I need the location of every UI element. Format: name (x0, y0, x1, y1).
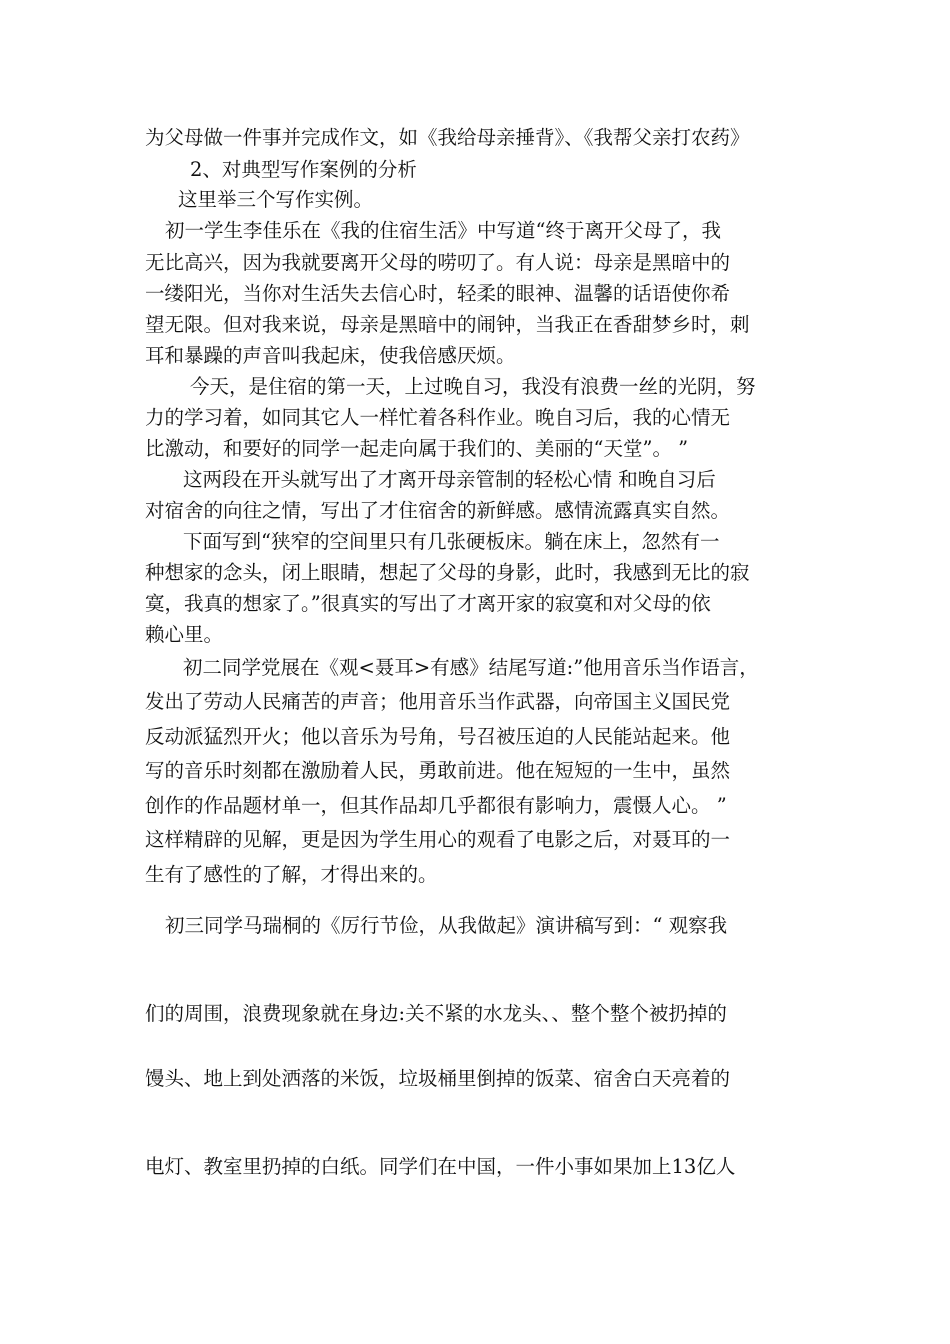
text-line-23: 这样精辟的见解，更是因为学生用心的观看了电影之后，对聂耳的一 (145, 828, 731, 851)
text-line-12: 这两段在开头就写出了才离开母亲管制的轻松心情 和晚自习后 (183, 468, 716, 491)
text-line-8: 耳和暴躁的声音叫我起床，使我倍感厌烦。 (145, 344, 516, 367)
text-line-10: 力的学习着，如同其它人一样忙着各科作业。晚自习后，我的心情无 (145, 406, 731, 429)
text-line-5: 无比高兴，因为我就要离开父母的唠叨了。有人说：母亲是黑暗中的 (145, 251, 731, 274)
text-line-9: 今天，是住宿的第一天，上过晚自习，我没有浪费一丝的光阴，努 (190, 375, 756, 398)
text-line-7: 望无限。但对我来说，母亲是黑暗中的闹钟，当我正在香甜梦乡时，刺 (145, 313, 750, 336)
text-line-16: 寞，我真的想家了。”很真实的写出了才离开家的寂寞和对父母的依 (145, 592, 711, 615)
text-line-22: 创作的作品题材单一，但其作品却几乎都很有影响力，震慑人心。 ” (145, 794, 727, 817)
text-line-25: 初三同学马瑞桐的《厉行节俭，从我做起》演讲稿写到：“ 观察我 (165, 914, 728, 937)
text-line-19: 发出了劳动人民痛苦的声音；他用音乐当作武器，向帝国主义国民党 (145, 690, 731, 713)
text-line-28: 电灯、教室里扔掉的白纸。同学们在中国，一件小事如果加上13亿人 (145, 1155, 736, 1178)
text-line-3: 这里举三个写作实例。 (178, 188, 374, 211)
text-line-24: 生有了感性的了解，才得出来的。 (145, 863, 438, 886)
text-line-27: 馒头、地上到处洒落的米饭，垃圾桶里倒掉的饭菜、宿舍白天亮着的 (145, 1067, 731, 1090)
text-line-6: 一缕阳光，当你对生活失去信心时，轻柔的眼神、温馨的话语使你希 (145, 282, 731, 305)
text-line-26: 们的周围，浪费现象就在身边:关不紧的水龙头、、整个整个被扔掉的 (145, 1002, 727, 1025)
text-line-13: 对宿舍的向往之情，写出了才住宿舍的新鲜感。感情流露真实自然。 (145, 499, 731, 522)
text-line-20: 反动派猛烈开火；他以音乐为号角，号召被压迫的人民能站起来。他 (145, 725, 731, 748)
section-heading: 2、对典型写作案例的分析 (190, 158, 417, 181)
text-line-17: 赖心里。 (145, 623, 224, 646)
text-line-1: 为父母做一件事并完成作文，如《我给母亲捶背》、《我帮父亲打农药》 (145, 126, 750, 149)
text-line-14: 下面写到“狭窄的空间里只有几张硬板床。躺在床上，忽然有一 (183, 530, 720, 553)
text-line-4: 初一学生李佳乐在《我的住宿生活》中写道“终于离开父母了，我 (165, 219, 721, 242)
text-line-21: 写的音乐时刻都在激励着人民，勇敢前进。他在短短的一生中，虽然 (145, 759, 731, 782)
text-line-11: 比激动，和要好的同学一起走向属于我们的、美丽的“天堂”。 ” (145, 437, 689, 460)
text-line-15: 种想家的念头，闭上眼睛，想起了父母的身影，此时，我感到无比的寂 (145, 561, 750, 584)
text-line-18: 初二同学党展在《观<聂耳>有感》结尾写道:”他用音乐当作语言， (183, 656, 759, 679)
